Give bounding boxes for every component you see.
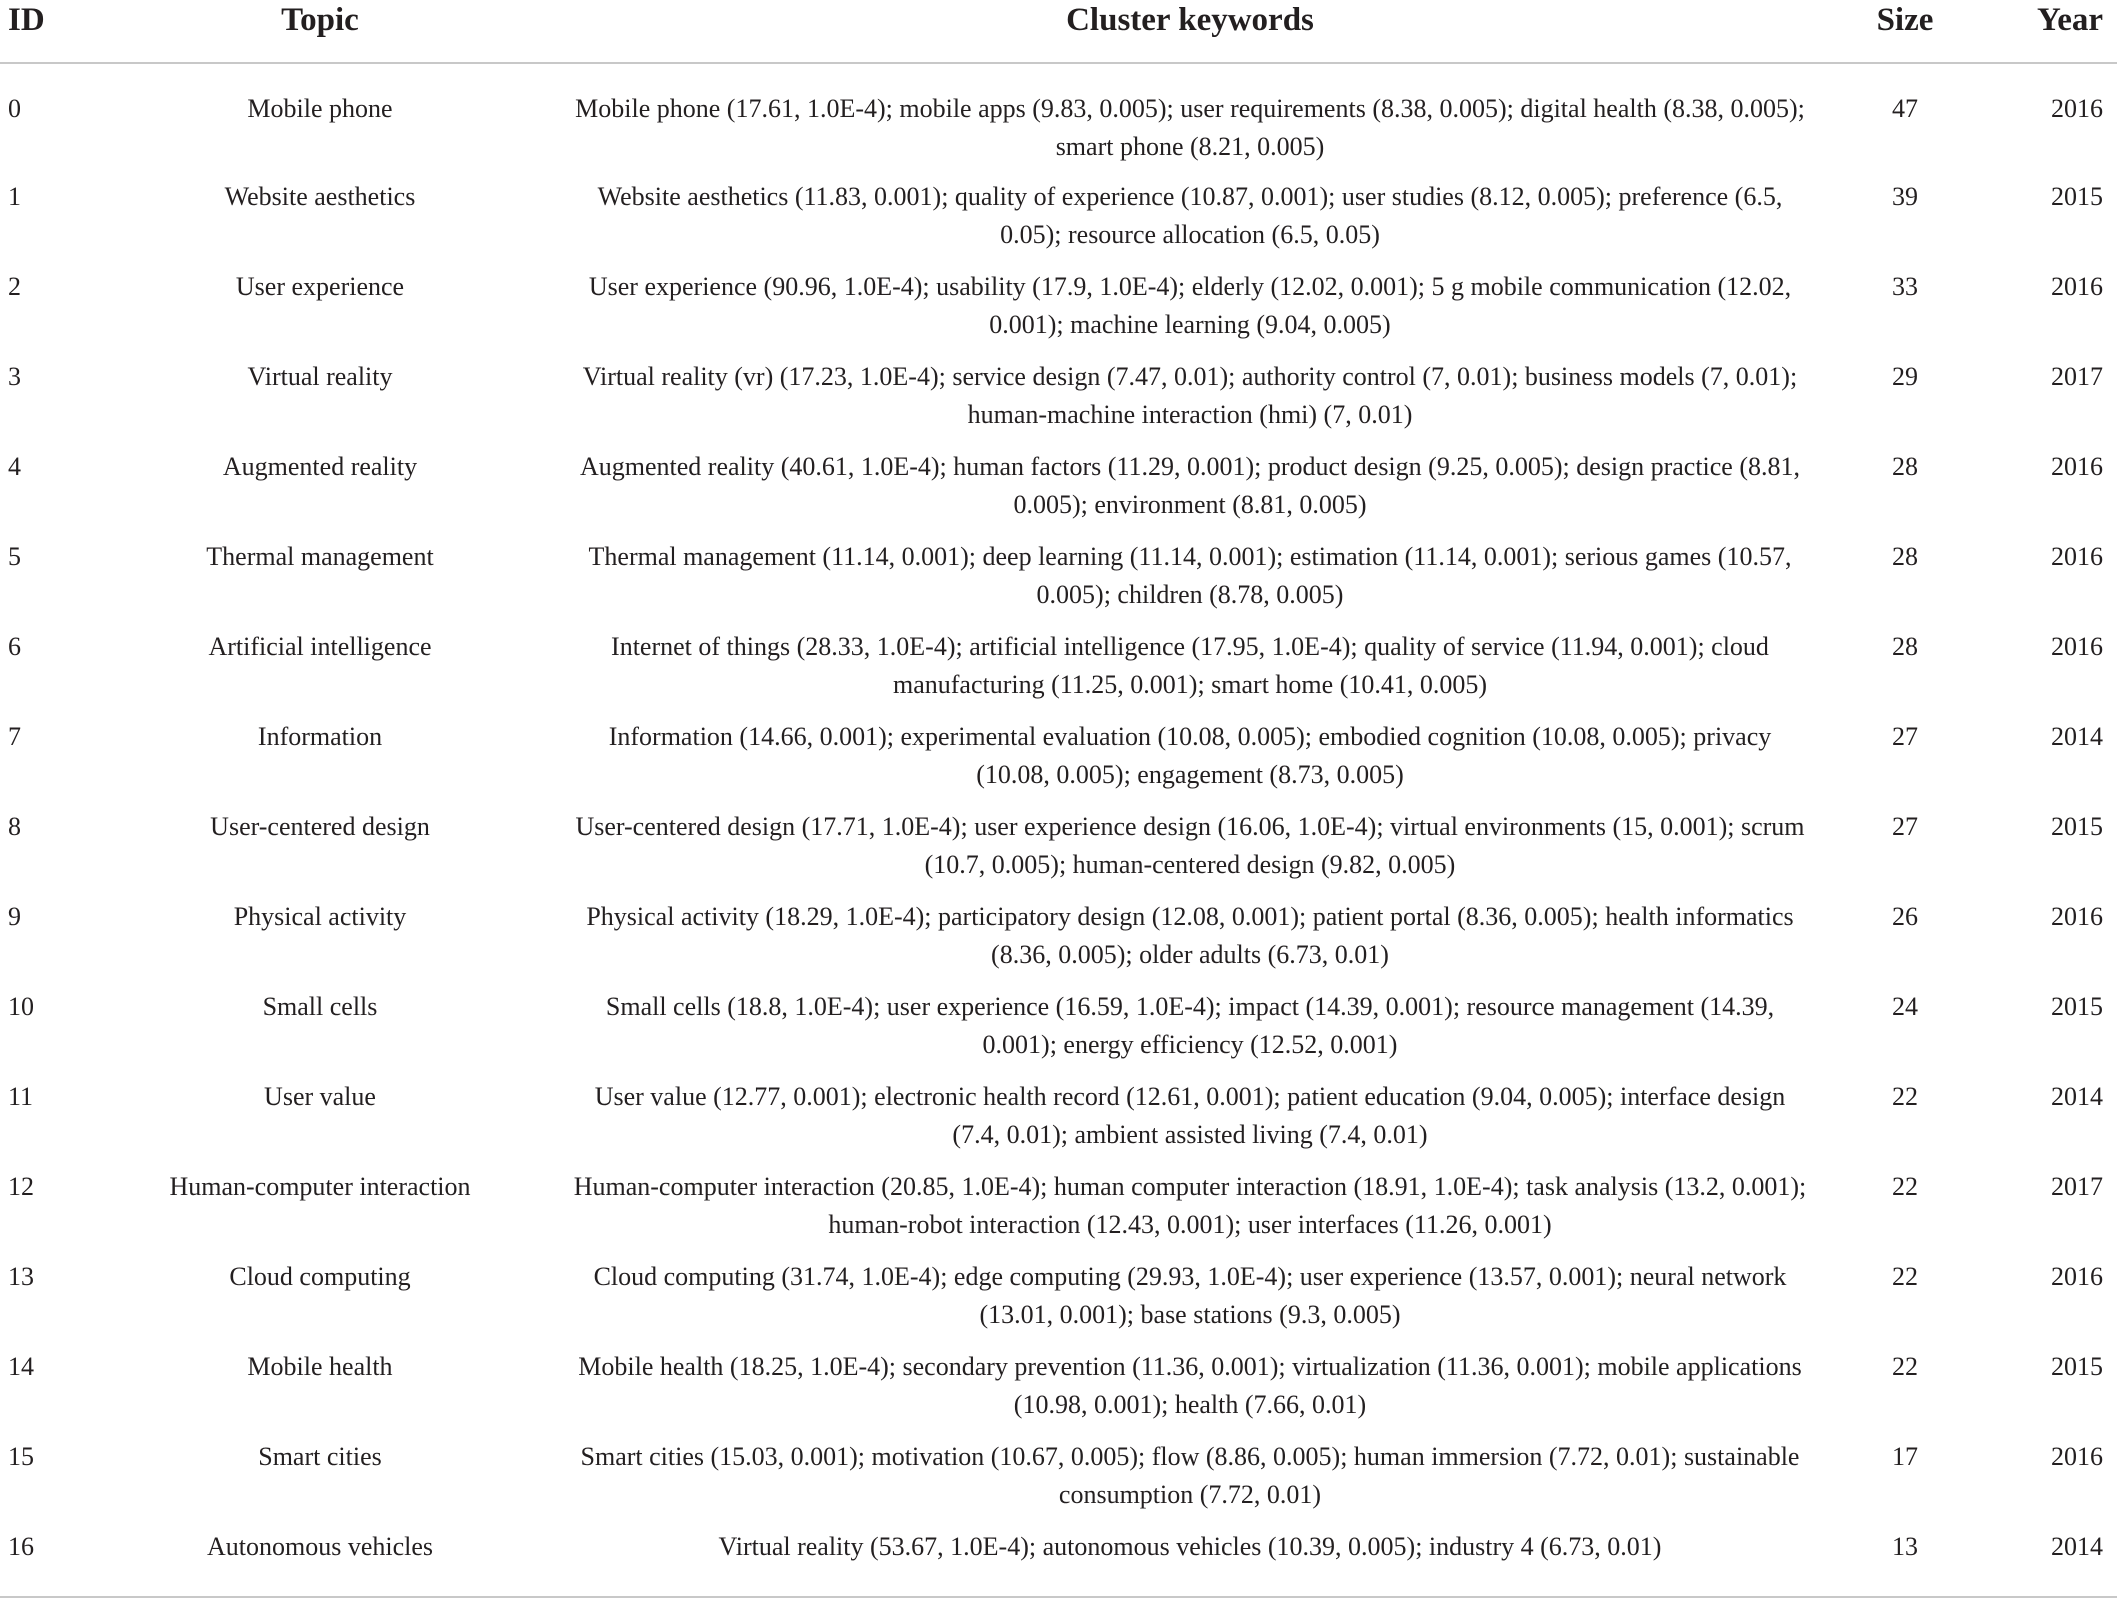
cell-id: 3	[8, 362, 21, 391]
cell-id: 12	[8, 1172, 34, 1201]
cell-topic: Thermal management	[206, 542, 434, 571]
cell-cluster-keywords: Internet of things (28.33, 1.0E-4); artificial intelligence (17.95, 1.0E-4); quality of service (11.94, 0.001); cloud manufacturing (11.25, 0.001); smart home (10.41, 0.005)	[611, 632, 1769, 699]
cell-year: 2016	[2051, 272, 2103, 301]
cell-topic: Physical activity	[233, 902, 407, 931]
cell-year: 2016	[2051, 542, 2103, 571]
cell-size: 28	[1892, 542, 1918, 571]
table-row	[0, 718, 2117, 808]
table-row	[0, 1168, 2117, 1258]
cell-topic: Human-computer interaction	[169, 1172, 471, 1201]
cell-size: 27	[1892, 722, 1918, 751]
header-size: Size	[1830, 0, 1980, 63]
cell-year: 2015	[2051, 1352, 2103, 1381]
cell-size: 24	[1892, 992, 1918, 1021]
cell-size: 22	[1892, 1172, 1918, 1201]
cell-cluster-keywords: User experience (90.96, 1.0E-4); usability (17.9, 1.0E-4); elderly (12.02, 0.001); 5 g mobile communication (12.02, 0.001); machine learning (9.04, 0.005)	[588, 272, 1792, 339]
cell-cluster-keywords: Augmented reality (40.61, 1.0E-4); human factors (11.29, 0.001); product design (9.25, 0.005); design practice (8.81, 0.005); environment (8.81, 0.005)	[579, 452, 1801, 519]
header-topic: Topic	[90, 0, 550, 63]
cell-topic: Autonomous vehicles	[90, 1528, 550, 1597]
cell-year: 2014	[2051, 1082, 2103, 1111]
cell-id: 0	[8, 94, 21, 123]
cell-cluster-keywords: Thermal management (11.14, 0.001); deep learning (11.14, 0.001); estimation (11.14, 0.001); serious games (10.57, 0.005); children (8.78, 0.005)	[588, 542, 1792, 609]
cell-topic: Information	[257, 722, 383, 751]
cell-cluster-keywords: Mobile phone (17.61, 1.0E-4); mobile apps (9.83, 0.005); user requirements (8.38, 0.005); digital health (8.38, 0.005); smart phone (8.21, 0.005)	[575, 94, 1805, 161]
cell-id: 14	[8, 1352, 34, 1381]
header-cluster-keywords: Cluster keywords	[550, 0, 1830, 63]
cell-cluster-keywords: Website aesthetics (11.83, 0.001); quality of experience (10.87, 0.001); user studies (8.12, 0.005); preference (6.5, 0.05); resource allocation (6.5, 0.05)	[597, 182, 1783, 249]
cell-year: 2016	[2051, 632, 2103, 661]
cell-year: 2015	[2051, 812, 2103, 841]
cell-cluster-keywords: Virtual reality (53.67, 1.0E-4); autonomous vehicles (10.39, 0.005); industry 4 (6.73, 0.01)	[550, 1528, 1830, 1597]
cell-year: 2014	[2051, 722, 2103, 751]
cell-size: 22	[1892, 1262, 1918, 1291]
table-row	[0, 538, 2117, 628]
table-row	[0, 268, 2117, 358]
cell-size: 22	[1892, 1082, 1918, 1111]
table-row	[0, 448, 2117, 538]
cell-id: 10	[8, 992, 34, 1021]
cell-id: 1	[8, 182, 21, 211]
cell-size: 28	[1892, 632, 1918, 661]
cell-year: 2015	[2051, 992, 2103, 1021]
cell-size: 26	[1892, 902, 1918, 931]
cell-topic: Small cells	[262, 992, 378, 1021]
cell-topic: User experience	[235, 272, 405, 301]
table-row	[0, 1258, 2117, 1348]
cell-cluster-keywords: Mobile health (18.25, 1.0E-4); secondary prevention (11.36, 0.001); virtualization (11.36, 0.001); mobile applications (10.98, 0.001); health (7.66, 0.01)	[578, 1352, 1802, 1419]
cell-cluster-keywords: Virtual reality (vr) (17.23, 1.0E-4); service design (7.47, 0.01); authority control (7, 0.01); business models (7, 0.01); human-machine interaction (hmi) (7, 0.01)	[582, 362, 1798, 429]
table-row	[0, 1078, 2117, 1168]
cell-size: 22	[1892, 1352, 1918, 1381]
cell-size: 33	[1892, 272, 1918, 301]
table-row	[0, 178, 2117, 268]
cell-id: 13	[8, 1262, 34, 1291]
cell-year: 2015	[2051, 182, 2103, 211]
cell-size: 17	[1892, 1442, 1918, 1471]
header-row	[0, 0, 2117, 63]
cell-year: 2016	[2051, 1442, 2103, 1471]
cell-id: 4	[8, 452, 21, 481]
cell-cluster-keywords: Information (14.66, 0.001); experimental evaluation (10.08, 0.005); embodied cognition (10.08, 0.005); privacy (10.08, 0.005); engagement (8.73, 0.005)	[608, 722, 1772, 789]
table-row	[0, 808, 2117, 898]
cell-id: 9	[8, 902, 21, 931]
header-year: Year	[1980, 0, 2117, 63]
cell-id: 7	[8, 722, 21, 751]
cell-topic: Mobile health	[247, 1352, 393, 1381]
table-row	[0, 63, 2117, 178]
cell-id: 5	[8, 542, 21, 571]
cell-cluster-keywords: Smart cities (15.03, 0.001); motivation (10.67, 0.005); flow (8.86, 0.005); human immersion (7.72, 0.01); sustainable consumption (7.72, 0.01)	[580, 1442, 1800, 1509]
cell-size: 13	[1830, 1528, 1980, 1597]
cell-year: 2016	[2051, 902, 2103, 931]
cell-id: 15	[8, 1442, 34, 1471]
cell-id: 6	[8, 632, 21, 661]
cell-cluster-keywords: User value (12.77, 0.001); electronic health record (12.61, 0.001); patient education (9.04, 0.005); interface design (7.4, 0.01); ambient assisted living (7.4, 0.01)	[594, 1082, 1786, 1149]
cell-year: 2016	[2051, 1262, 2103, 1291]
cell-topic: Mobile phone	[247, 94, 393, 123]
cell-topic: User value	[264, 1082, 376, 1111]
cell-year: 2017	[2051, 1172, 2103, 1201]
cell-topic: Augmented reality	[222, 452, 418, 481]
table-body	[0, 63, 2117, 1597]
cell-topic: Virtual reality	[247, 362, 393, 391]
cell-id: 2	[8, 272, 21, 301]
cell-id: 11	[8, 1082, 34, 1111]
cell-topic: Smart cities	[258, 1442, 382, 1471]
cell-size: 29	[1892, 362, 1918, 391]
cell-size: 39	[1892, 182, 1918, 211]
cell-topic: Artificial intelligence	[208, 632, 432, 661]
header-id: ID	[0, 0, 90, 63]
cell-cluster-keywords: Small cells (18.8, 1.0E-4); user experience (16.59, 1.0E-4); impact (14.39, 0.001); resource management (14.39, 0.001); energy efficiency (12.52, 0.001)	[605, 992, 1775, 1059]
cell-topic: Cloud computing	[229, 1262, 411, 1291]
cell-year: 2016	[2051, 452, 2103, 481]
table-row	[0, 1348, 2117, 1438]
table-row	[0, 1438, 2117, 1528]
cell-id: 8	[8, 812, 21, 841]
cell-cluster-keywords: Human-computer interaction (20.85, 1.0E-4); human computer interaction (18.91, 1.0E-4); task analysis (13.2, 0.001); human-robot interaction (12.43, 0.001); user interfaces (11.26, 0.001)	[573, 1172, 1807, 1239]
cell-size: 27	[1892, 812, 1918, 841]
cell-size: 28	[1892, 452, 1918, 481]
cell-year: 2017	[2051, 362, 2103, 391]
table-row	[0, 1528, 2117, 1597]
cell-id: 16	[0, 1528, 90, 1597]
table-row	[0, 628, 2117, 718]
cell-year: 2016	[2051, 94, 2103, 123]
cell-cluster-keywords: Cloud computing (31.74, 1.0E-4); edge computing (29.93, 1.0E-4); user experience (13.57, 0.001); neural network (13.01, 0.001); base stations (9.3, 0.005)	[593, 1262, 1787, 1329]
cell-cluster-keywords: User-centered design (17.71, 1.0E-4); user experience design (16.06, 1.0E-4); virtual environments (15, 0.001); scrum (10.7, 0.005); human-centered design (9.82, 0.005)	[575, 812, 1805, 879]
cell-topic: Website aesthetics	[224, 182, 416, 211]
table-row	[0, 358, 2117, 448]
table-header	[0, 0, 2117, 63]
cell-cluster-keywords: Physical activity (18.29, 1.0E-4); participatory design (12.08, 0.001); patient portal (8.36, 0.005); health informatics (8.36, 0.005); older adults (6.73, 0.01)	[586, 902, 1794, 969]
cell-topic: User-centered design	[210, 812, 430, 841]
table-row	[0, 898, 2117, 988]
cell-year: 2014	[1980, 1528, 2117, 1597]
cell-size: 47	[1892, 94, 1918, 123]
table-row	[0, 988, 2117, 1078]
